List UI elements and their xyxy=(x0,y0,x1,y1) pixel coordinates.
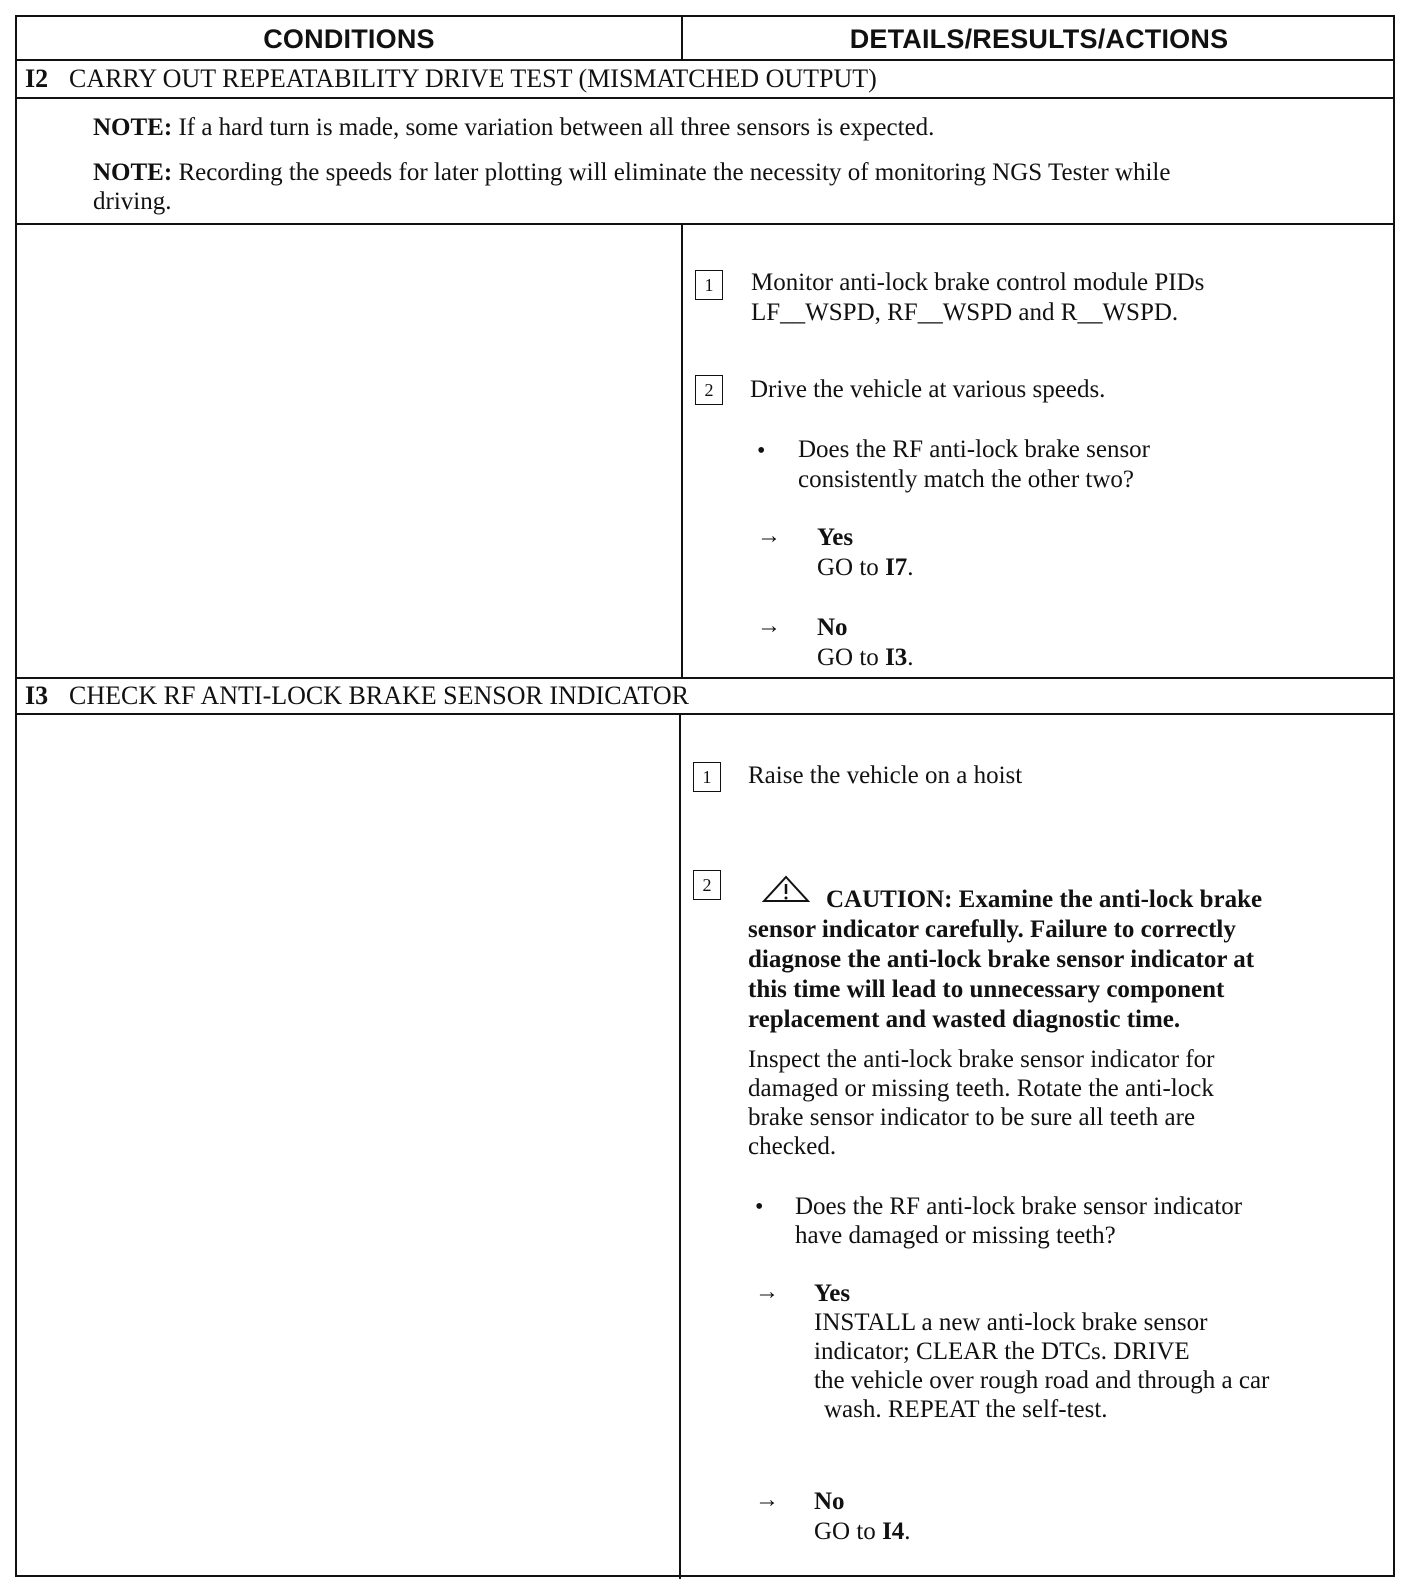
caution-text xyxy=(748,885,1262,1035)
step-number-box: 1 xyxy=(693,762,721,792)
arrow-icon: → xyxy=(755,1487,779,1513)
action-target: I3 xyxy=(885,644,908,671)
section-heading-i3 xyxy=(17,677,1393,715)
diagnostic-table xyxy=(15,15,1395,1577)
conditions-header: CONDITIONS xyxy=(263,23,435,54)
arrow-icon: → xyxy=(757,613,781,639)
text-line: wash. REPEAT the self-test. xyxy=(824,1396,1108,1423)
inspect-text xyxy=(748,1045,1215,1161)
step-1-text xyxy=(751,268,1204,328)
arrow-icon: → xyxy=(755,1279,779,1305)
note-text: If a hard turn is made, some variation between all three sensors is expected. xyxy=(178,114,935,141)
section-title: CHECK RF ANTI-LOCK BRAKE SENSOR INDICATOR xyxy=(69,681,689,710)
note-label: NOTE: xyxy=(93,159,173,186)
note-text: driving. xyxy=(93,188,172,215)
bullet-icon: • xyxy=(757,438,766,464)
text-line: checked. xyxy=(748,1133,837,1160)
text-line: INSTALL a new anti-lock brake sensor xyxy=(814,1309,1208,1336)
step-number-box: 2 xyxy=(695,375,723,405)
text-line: indicator; CLEAR the DTCs. DRIVE xyxy=(814,1338,1190,1365)
text-line: sensor indicator carefully. Failure to correctly xyxy=(748,916,1236,943)
yes-result xyxy=(814,1279,1269,1424)
action-suffix: . xyxy=(907,644,914,671)
no-result xyxy=(814,1487,911,1547)
bullet-icon: • xyxy=(755,1194,764,1220)
note-text: Recording the speeds for later plotting will eliminate the necessity of monitoring NGS Tester while xyxy=(178,159,1171,186)
no-label: No xyxy=(814,1488,845,1515)
step-1-text: Raise the vehicle on a hoist xyxy=(748,762,1023,789)
text-line: the vehicle over rough road and through a car xyxy=(814,1367,1270,1394)
column-divider xyxy=(679,715,681,1579)
text-line: have damaged or missing teeth? xyxy=(795,1222,1116,1249)
text-line: LF__WSPD, RF__WSPD and R__WSPD. xyxy=(751,299,1179,326)
yes-label: Yes xyxy=(814,1280,851,1307)
note-2 xyxy=(93,158,1379,216)
details-header: DETAILS/RESULTS/ACTIONS xyxy=(849,23,1229,54)
section-heading-i2 xyxy=(17,61,1393,99)
text-line: Does the RF anti-lock brake sensor xyxy=(798,436,1151,463)
text-line: brake sensor indicator to be sure all teeth are xyxy=(748,1104,1196,1131)
action-prefix: GO to xyxy=(817,644,886,671)
section-number: I3 xyxy=(25,681,49,710)
text-line: replacement and wasted diagnostic time. xyxy=(748,1006,1181,1033)
column-divider xyxy=(681,225,683,677)
note-1 xyxy=(93,113,1379,142)
step-number-box: 2 xyxy=(693,870,721,900)
question-text xyxy=(798,435,1150,495)
no-result xyxy=(817,613,914,673)
text-line: consistently match the other two? xyxy=(798,466,1135,493)
question-text xyxy=(795,1192,1242,1250)
table-header-row xyxy=(17,17,1393,61)
yes-label: Yes xyxy=(817,524,854,551)
section-title: CARRY OUT REPEATABILITY DRIVE TEST (MISMATCHED OUTPUT) xyxy=(69,64,877,93)
step-number-box: 1 xyxy=(695,270,723,300)
column-divider xyxy=(681,17,683,61)
no-label: No xyxy=(817,614,848,641)
text-line: Inspect the anti-lock brake sensor indicator for xyxy=(748,1046,1215,1073)
yes-result xyxy=(817,523,914,583)
step-2-text: Drive the vehicle at various speeds. xyxy=(750,376,1106,403)
action-prefix: GO to xyxy=(817,554,886,581)
text-line: Does the RF anti-lock brake sensor indicator xyxy=(795,1193,1243,1220)
section-number: I2 xyxy=(25,64,49,93)
text-line: diagnose the anti-lock brake sensor indicator at xyxy=(748,946,1255,973)
action-prefix: GO to xyxy=(814,1518,883,1545)
action-target: I4 xyxy=(882,1518,905,1545)
action-suffix: . xyxy=(904,1518,911,1545)
text-line: Monitor anti-lock brake control module PIDs xyxy=(751,269,1205,296)
note-label: NOTE: xyxy=(93,114,173,141)
text-line: this time will lead to unnecessary component xyxy=(748,976,1225,1003)
action-target: I7 xyxy=(885,554,908,581)
text-line: damaged or missing teeth. Rotate the anti-lock xyxy=(748,1075,1214,1102)
action-suffix: . xyxy=(907,554,914,581)
text-line: CAUTION: Examine the anti-lock brake xyxy=(826,886,1263,913)
arrow-icon: → xyxy=(757,523,781,549)
